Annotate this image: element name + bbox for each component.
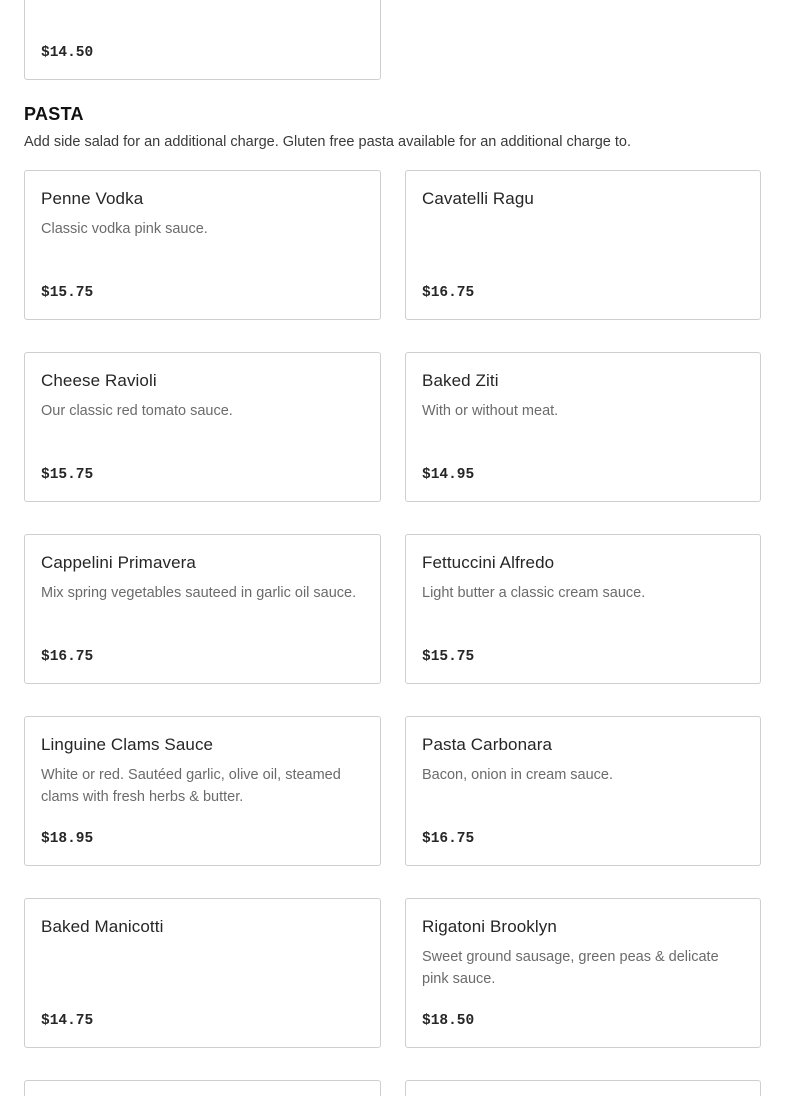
- menu-item-price: $14.50: [41, 45, 94, 61]
- menu-item-card[interactable]: [405, 534, 761, 684]
- menu-item-description: Light butter a classic cream sauce.: [422, 585, 646, 601]
- menu-item-price: $15.75: [41, 467, 94, 483]
- menu-item-name: Rigatoni Brooklyn: [422, 917, 557, 936]
- menu-item-name: Cheese Ravioli: [41, 371, 157, 390]
- menu-item-price: $15.75: [41, 285, 94, 301]
- menu-item-name: Penne Vodka: [41, 189, 144, 208]
- menu-item-card[interactable]: [24, 716, 381, 866]
- menu-item-name: Pasta Carbonara: [422, 735, 553, 754]
- menu-item-card[interactable]: [24, 170, 381, 320]
- menu-item-card[interactable]: [24, 898, 381, 1048]
- menu-item-card-partial[interactable]: [405, 1080, 761, 1096]
- menu-item-card[interactable]: [405, 898, 761, 1048]
- section-note: Add side salad for an additional charge. Gluten free pasta available for an additional charge to.: [24, 134, 631, 150]
- menu-item-card[interactable]: [405, 716, 761, 866]
- menu-item-card-partial[interactable]: [24, 1080, 381, 1096]
- menu-item-name: Cavatelli Ragu: [422, 189, 534, 208]
- menu-item-description: Bacon, onion in cream sauce.: [422, 767, 614, 783]
- menu-item-description: Sweet ground sausage, green peas & delicate pink sauce.: [422, 949, 719, 987]
- menu-item-description: Classic vodka pink sauce.: [41, 221, 208, 237]
- menu-item-card[interactable]: [405, 170, 761, 320]
- menu-item-price: $18.95: [41, 831, 94, 847]
- menu-item-name: Cappelini Primavera: [41, 553, 196, 572]
- menu-item-card[interactable]: [24, 352, 381, 502]
- menu-item-name: Baked Ziti: [422, 371, 499, 390]
- section-title: PASTA: [24, 104, 84, 124]
- menu-item-price: $14.75: [41, 1013, 94, 1029]
- menu-item-price: $18.50: [422, 1013, 475, 1029]
- menu-item-card[interactable]: [24, 534, 381, 684]
- menu-item-card[interactable]: [405, 352, 761, 502]
- menu-item-description: White or red. Sautéed garlic, olive oil, steamed clams with fresh herbs & butter.: [41, 767, 341, 805]
- menu-item-price: $16.75: [422, 285, 475, 301]
- menu-item-price: $15.75: [422, 649, 475, 665]
- menu-item-price: $16.75: [41, 649, 94, 665]
- menu-item-description: With or without meat.: [422, 403, 559, 419]
- menu-item-price: $14.95: [422, 467, 475, 483]
- menu-item-description: Our classic red tomato sauce.: [41, 403, 233, 419]
- menu-item-name: Baked Manicotti: [41, 917, 164, 936]
- menu-item-price: $16.75: [422, 831, 475, 847]
- menu-item-name: Fettuccini Alfredo: [422, 553, 555, 572]
- menu-item-name: Linguine Clams Sauce: [41, 735, 214, 754]
- menu-item-card-previous[interactable]: [24, 0, 381, 80]
- menu-item-description: Mix spring vegetables sauteed in garlic oil sauce.: [41, 585, 357, 601]
